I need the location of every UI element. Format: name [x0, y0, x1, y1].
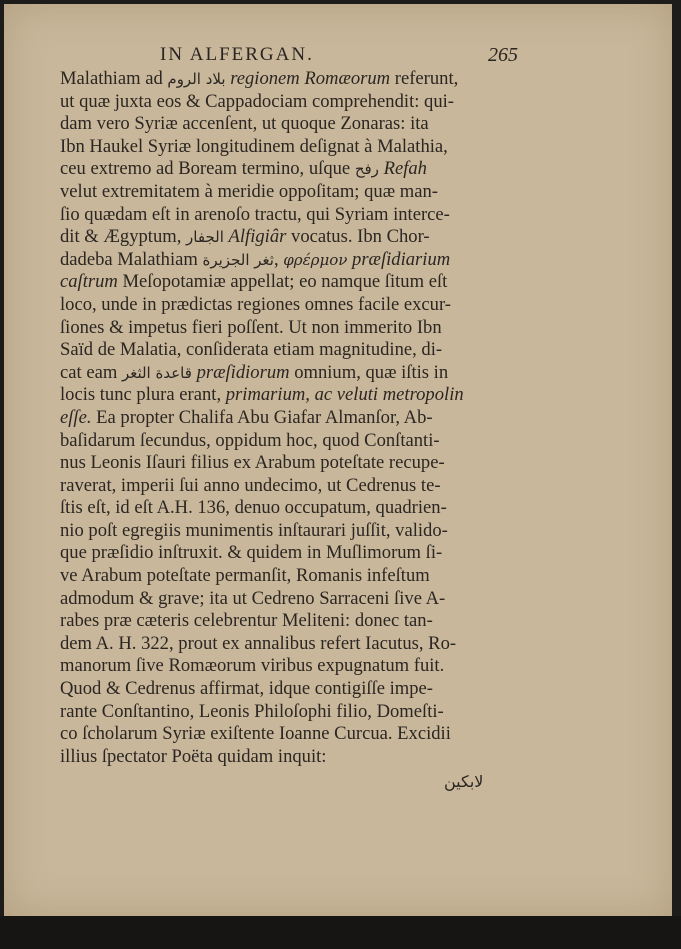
text-line [60, 588, 520, 611]
text-line [60, 294, 520, 317]
text-segment: rabes præ cæteris celebrentur Meliteni: donec tan- [60, 610, 433, 632]
text-segment: ſiones & impetus fieri poſſent. Ut non immerito Ibn [60, 316, 442, 338]
text-segment: ut quæ juxta eos & Cappadociam comprehendit: qui- [60, 90, 455, 112]
text-segment: baſidarum ſecundus, oppidum hoc, quod Conſtanti- [60, 429, 440, 451]
text-segment: Quod & Cedrenus affirmat, idque contigiſſe impe- [60, 678, 433, 700]
text-segment: dam vero Syriæ accenſent, ut quoque Zonaras: ita [60, 113, 429, 135]
text-segment: velut extremitatem à meridie oppoſitam; quæ man- [60, 180, 438, 202]
italic-term: præſidiarium [352, 248, 451, 270]
text-segment: admodum & grave; ita ut Cedreno Sarraceni ſive A- [60, 587, 446, 609]
text-segment: Malathiam ad [60, 68, 168, 89]
text-segment: dadeba Malathiam [60, 248, 203, 270]
body-text [60, 68, 520, 768]
italic-term: φρέρμον [283, 250, 348, 269]
text-segment: nus Leonis Iſauri filius ex Arabum poteſtate recupe- [60, 452, 445, 474]
text-segment: ceu extremo ad Boream termino, uſque [60, 158, 355, 180]
text-segment: ve Arabum poteſtate permanſit, Romanis infeſtum [60, 565, 430, 587]
text-segment: cat eam [60, 361, 122, 383]
text-line [60, 678, 520, 701]
book-page [4, 4, 672, 916]
text-segment: Ea propter Chalifa Abu Giafar Almanſor, Ab- [91, 406, 433, 428]
text-line [60, 181, 520, 204]
running-head [4, 44, 672, 70]
text-line [60, 407, 520, 430]
text-segment: dem A. H. 322, prout ex annalibus refert Iacutus, Ro- [60, 632, 457, 654]
text-segment: vocatus. Ibn Chor- [286, 226, 430, 248]
arabic-term: بلاد الروم [167, 70, 226, 88]
text-segment: que præſidio inſtruxit. & quidem in Muſlimorum ſi- [60, 542, 443, 564]
text-line [60, 91, 520, 114]
text-segment: rante Conſtantino, Leonis Philoſophi filio, Domeſti- [60, 700, 444, 722]
text-line [60, 113, 520, 136]
italic-term: primarium, ac veluti metropolin [225, 384, 464, 406]
italic-term: caſtrum [60, 271, 118, 293]
text-line [60, 701, 520, 724]
text-segment: referunt, [390, 68, 459, 89]
italic-term: Refah [383, 158, 427, 180]
text-line [60, 497, 520, 520]
running-head-title: IN ALFERGAN. [160, 44, 314, 65]
text-segment: raverat, imperii ſui anno undecimo, ut Cedrenus te- [60, 474, 441, 496]
text-line [60, 610, 520, 633]
text-segment: Meſopotamiæ appellat; eo namque ſitum eſt [117, 271, 448, 293]
text-line [60, 565, 520, 588]
arabic-term: ثغر الجزيرة [202, 250, 274, 269]
italic-term: regionem Romæorum [230, 68, 391, 89]
text-line [60, 136, 520, 159]
text-segment: loco, unde in prædictas regiones omnes facile excur- [60, 293, 451, 315]
page-number: 265 [488, 44, 518, 66]
text-line [60, 655, 520, 678]
text-line [60, 384, 520, 407]
text-line [60, 204, 520, 227]
italic-term: eſſe. [60, 406, 92, 428]
scan-border [0, 916, 681, 949]
text-line [60, 249, 520, 272]
text-line [60, 317, 520, 340]
text-line [60, 68, 520, 91]
text-segment: locis tunc plura erant, [60, 384, 226, 406]
text-line [60, 520, 520, 543]
text-line [60, 158, 520, 181]
arabic-term: الجفار [186, 228, 224, 247]
text-line [60, 362, 520, 385]
text-line [60, 723, 520, 746]
text-segment: illius ſpectator Poëta quidam inquit: [60, 745, 327, 767]
text-line [60, 746, 520, 769]
text-line [60, 339, 520, 362]
text-segment: nio poſt egregiis munimentis inſtaurari juſſit, valido- [60, 519, 448, 541]
text-line [60, 271, 520, 294]
text-line [60, 452, 520, 475]
verse-start: لابكين [444, 772, 484, 791]
text-segment: , [273, 248, 284, 270]
text-segment: ſio quædam eſt in arenoſo tractu, qui Syriam interce- [60, 203, 450, 225]
text-segment: Saïd de Malatia, conſiderata etiam magnitudine, di- [60, 339, 443, 361]
italic-term: præſidiorum [196, 361, 290, 383]
arabic-term: رفح [354, 160, 379, 179]
text-segment: co ſcholarum Syriæ exiſtente Ioanne Curcua. Excidii [60, 723, 451, 745]
text-line [60, 430, 520, 453]
text-segment: ſtis eſt, id eſt A.H. 136, denuo occupatum, quadrien- [60, 497, 447, 519]
text-segment: dit & Ægyptum, [60, 226, 187, 248]
text-segment: manorum ſive Romæorum viribus expugnatum fuit. [60, 655, 445, 677]
text-line [60, 226, 520, 249]
text-segment: omnium, quæ iſtis in [289, 361, 449, 383]
arabic-term: قاعدة الثغر [121, 363, 192, 382]
text-line [60, 633, 520, 656]
text-line [60, 475, 520, 498]
italic-term: Alfigiâr [228, 226, 287, 248]
text-segment: Ibn Haukel Syriæ longitudinem deſignat à Malathia, [60, 135, 448, 157]
text-line [60, 542, 520, 565]
